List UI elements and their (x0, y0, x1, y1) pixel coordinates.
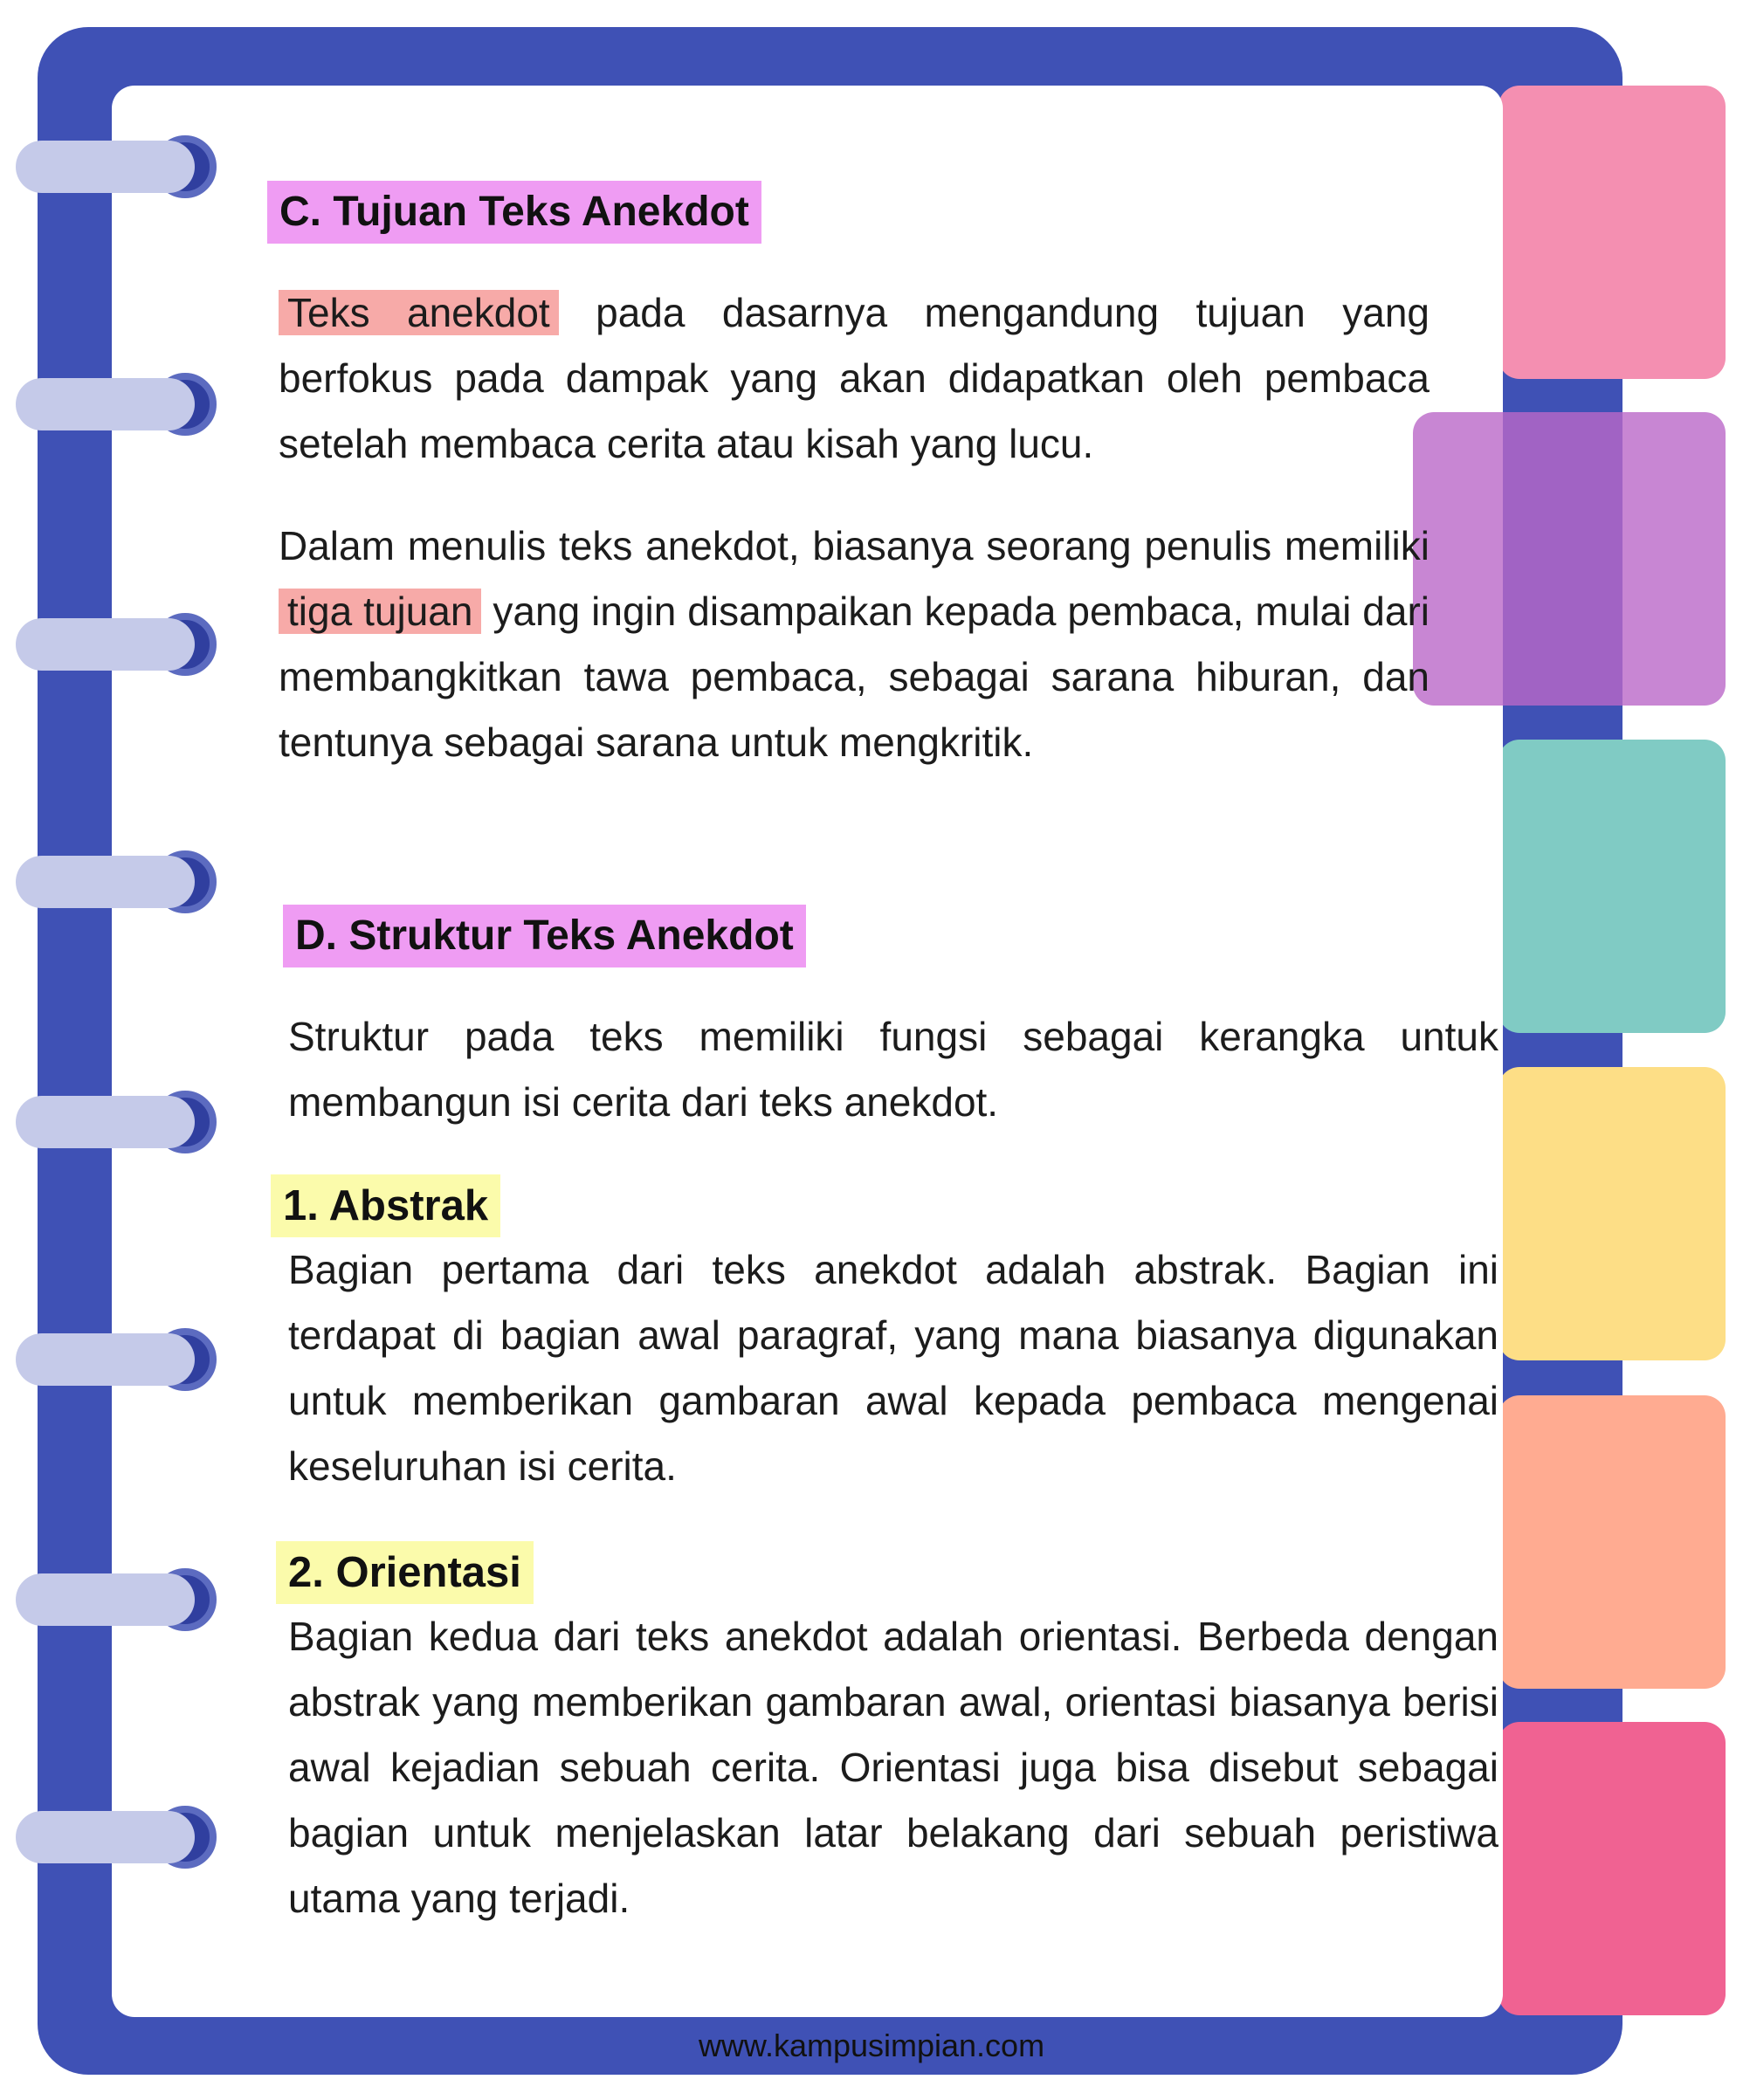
subsection-abstrak-body: Bagian pertama dari teks anekdot adalah abstrak. Bagian ini terdapat di bagian awal paragraf, yang mana biasanya digunakan untuk memberikan gambaran awal kepada pembaca mengenai keseluruhan isi cerita. (288, 1247, 1498, 1489)
section-d-intro: Struktur pada teks memiliki fungsi sebagai kerangka untuk membangun isi cerita dari teks anekdot. (288, 1014, 1498, 1125)
section-c-heading: C. Tujuan Teks Anekdot (267, 181, 761, 244)
divider-tab-purple[interactable] (1413, 412, 1726, 706)
binder-ring (16, 1807, 217, 1868)
keyword-highlight: Teks anekdot (279, 290, 559, 335)
divider-tab-peach[interactable] (1498, 1395, 1726, 1689)
divider-tab-rose[interactable] (1498, 1722, 1726, 2015)
section-c-paragraph-2: Dalam menulis teks anekdot, biasanya seorang penulis memiliki tiga tujuan yang ingin disampaikan kepada pembaca, mulai dari membangkitkan tawa pembaca, sebagai sarana hiburan, dan tentunya sebagai sarana untuk mengkritik. (279, 523, 1430, 765)
divider-tab-yellow[interactable] (1498, 1067, 1726, 1360)
binder-ring (16, 614, 217, 675)
section-c-body (279, 280, 1430, 775)
divider-tab-teal[interactable] (1498, 740, 1726, 1033)
section-d-heading: D. Struktur Teks Anekdot (283, 905, 806, 967)
binder-ring (16, 1569, 217, 1630)
binder-ring (16, 851, 217, 912)
binder-ring (16, 136, 217, 197)
subsection-abstrak-title: 1. Abstrak (271, 1174, 500, 1237)
binder-ring (16, 1329, 217, 1390)
footer-website[interactable]: www.kampusimpian.com (698, 2028, 1045, 2063)
subsection-orientasi-title: 2. Orientasi (276, 1541, 534, 1604)
section-c-paragraph-1: Teks anekdot pada dasarnya mengandung tujuan yang berfokus pada dampak yang akan didapatkan oleh pembaca setelah membaca cerita atau kisah yang lucu. (279, 290, 1430, 466)
binder-ring (16, 1091, 217, 1153)
divider-tab-pink[interactable] (1498, 86, 1726, 379)
subsection-orientasi-body: Bagian kedua dari teks anekdot adalah orientasi. Berbeda dengan abstrak yang memberikan gambaran awal, orientasi biasanya berisi awal kejadian sebuah cerita. Orientasi juga bisa disebut sebagai bagian untuk menjelaskan latar belakang dari sebuah peristiwa utama yang terjadi. (288, 1614, 1498, 1921)
keyword-highlight: tiga tujuan (279, 589, 481, 634)
binder-ring (16, 374, 217, 435)
